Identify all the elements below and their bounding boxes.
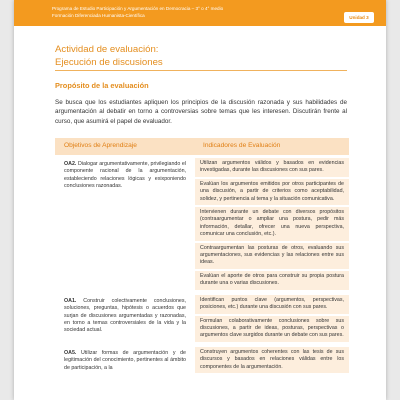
indicators-cell xyxy=(195,158,349,292)
evaluation-table xyxy=(55,138,349,375)
objective-text: Utilizar formas de argumentación y de legitimación del conocimiento, pertinentes al ámbito de participación, a la xyxy=(64,349,186,371)
objective-text: Dialogar argumentativamente, privilegiando el componente racional de la argumentación, estableciendo relaciones lógicas y exixponiendo conclusiones razonadas. xyxy=(64,161,186,190)
objective-cell xyxy=(55,295,192,344)
activity-subtitle: Ejecución de discusiones xyxy=(55,57,163,68)
objective-cell xyxy=(55,347,192,375)
indicator-item: Identifican puntos clave (argumentos, perspectivas, posiciones, etc.) durante una discusión con sus pares. xyxy=(195,295,349,314)
table-row xyxy=(55,295,349,344)
objective-text: Construir colectivamente conclusiones, soluciones, preguntas, hipótesis o acuerdos que surjan de discusiones argumentadas y razonadas, en torno a temas controversiales de la vida y la sociedad actual. xyxy=(64,297,186,334)
indicators-cell xyxy=(195,347,349,375)
objective-cell xyxy=(55,158,192,292)
activity-title: Actividad de evaluación: xyxy=(55,44,159,55)
indicator-item: Intervienen durante un debate con diversos propósitos (contraargumentar o ampliar una postura, pedir más información, detallar, ofrecer una nueva perspectiva, comunicar una conclusión, etc.). xyxy=(195,207,349,241)
indicator-item: Contraargumentan las posturas de otros, evaluando sus argumentaciones, sus evidencias y las relaciones entre sus ideas. xyxy=(195,243,349,269)
objective-code: OA2. xyxy=(64,161,77,167)
purpose-text: Se busca que los estudiantes apliquen los principios de la discusión razonada y sus habilidades de argumentación al debatir en torno a controversias sobre temas que les interesen. Discutirán frente al curso, que asumirá el papel de evaluador. xyxy=(55,99,347,125)
indicators-cell xyxy=(195,295,349,344)
program-subtitle: Formación Diferenciada Humanista-Científica xyxy=(52,13,145,18)
unit-badge: Unidad 3 xyxy=(344,12,374,23)
indicator-item: Utilizan argumentos válidos y basados en evidencias investigadas, durante las discusiones con sus pares. xyxy=(195,158,349,177)
table-header xyxy=(55,138,349,155)
table-row xyxy=(55,347,349,375)
document-page xyxy=(14,0,386,400)
objective-code: OA5. xyxy=(64,349,77,356)
purpose-title: Propósito de la evaluación xyxy=(55,81,149,90)
indicator-item: Construyen argumentos coherentes con las tesis de sus discursos y basados en relaciones válidas entre los componentes de la argumentación. xyxy=(195,347,349,373)
column-header-indicators: Indicadores de Evaluación xyxy=(203,142,281,149)
indicator-item: Evalúan los argumentos emitidos por otros participantes de una discusión, a partir de criterios como aceptabilidad, solidez, y pertinencia al tema y la situación comunicativa. xyxy=(195,179,349,205)
header-banner xyxy=(14,0,386,26)
indicator-item: Evalúan el aporte de otros para construir su propia postura durante una o varias discusiones. xyxy=(195,271,349,290)
heading-divider xyxy=(55,70,347,71)
program-title: Programa de Estudio Participación y Argumentación en Democracia – 3° o 4° medio xyxy=(52,6,224,11)
objective-code: OA1. xyxy=(64,297,77,304)
table-row xyxy=(55,158,349,292)
column-header-objectives: Objetivos de Aprendizaje xyxy=(64,142,137,149)
indicator-item: Formulan colaborativamente conclusiones sobre sus discusiones, a partir de ideas, posturas, perspectivas o argumentos clave surgidos durante un debate con sus pares. xyxy=(195,316,349,342)
